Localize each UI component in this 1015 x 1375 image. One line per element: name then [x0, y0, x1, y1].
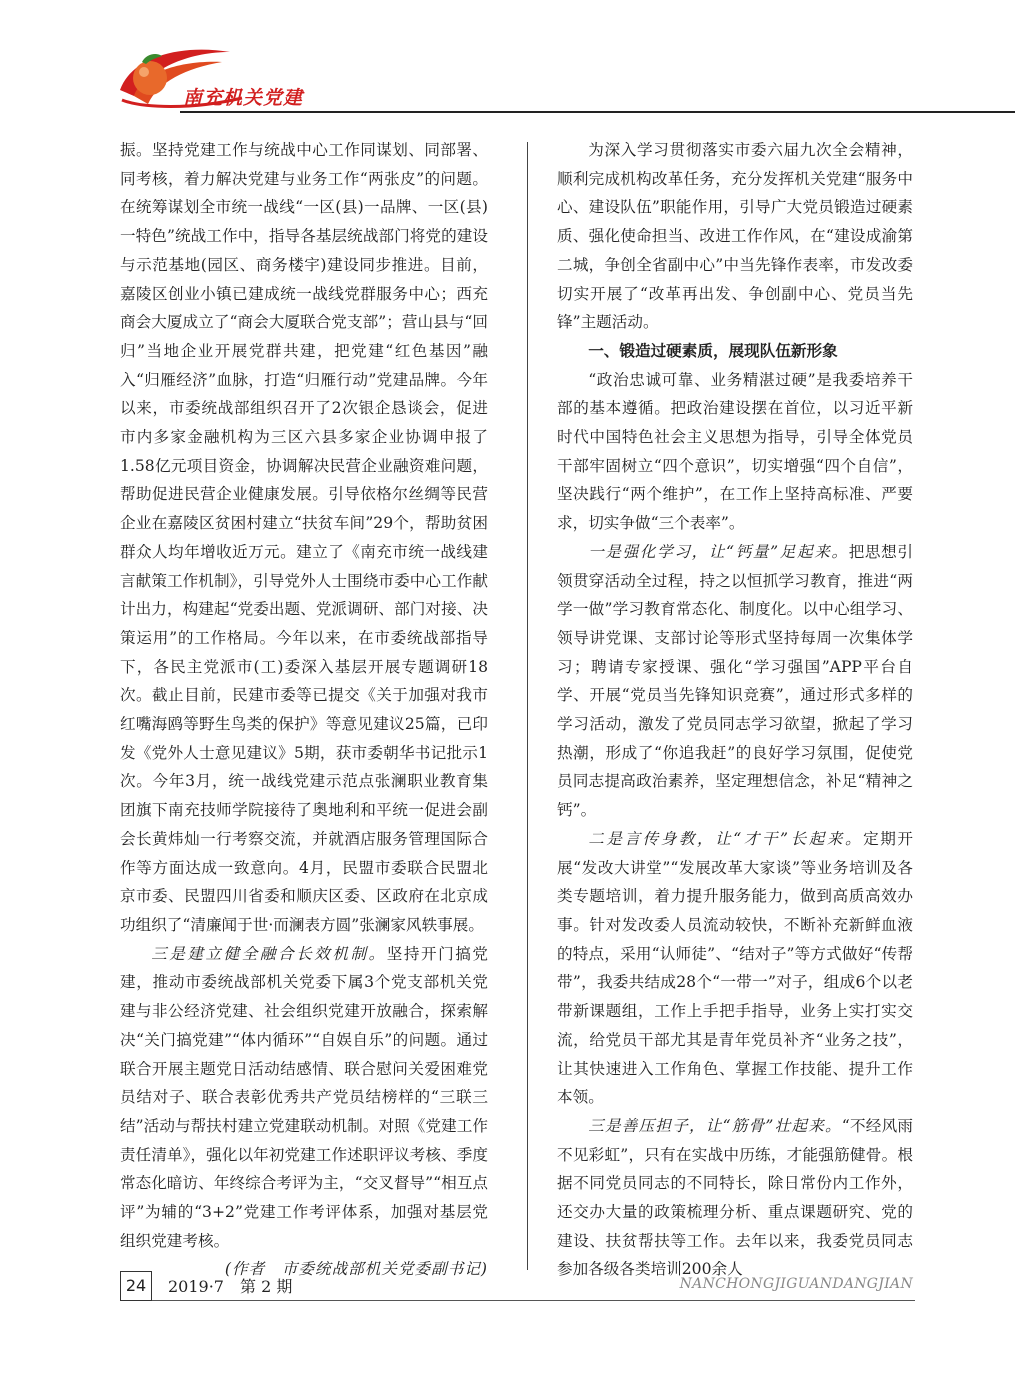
footer-rule	[152, 1300, 915, 1301]
left-paragraph-2	[120, 940, 488, 1256]
right-paragraph-4-body: “不经风雨不见彩虹”，只有在实战中历练，才能强筋健骨。根据不同党员同志的不同特长，除日常份内工作外，还交办大量的政策梳理分析、重点课题研究、党的建设、扶贫帮扶等工作。去年以来，我委党员同志参加各级各类培训200余人	[557, 1116, 913, 1279]
left-paragraph-2-body: 坚持开门搞党建，推动市委统战部机关党委下属3个党支部机关党建与非公经济党建、社会组织党建开放融合，探索解决“关门搞党建”“体内循环”“自娱自乐”的问题。通过联合开展主题党日活动结感情、联合慰问关爱困难党员结对子、联合表彰优秀共产党员结榜样的“三联三结”活动与帮扶村建立党建联动机制。对照《党建工作责任清单》，强化以年初党建工作述职评议考核、季度常态化暗访、年终综合考评为主，“交叉督导”“相互点评”为辅的“3+2”党建工作考评体系，加强对基层党组织党建考核。	[120, 944, 488, 1250]
page-number: 24	[120, 1271, 152, 1301]
issue-label: 2019·7 第 2 期	[168, 1277, 293, 1296]
page-header	[0, 0, 1015, 120]
right-paragraph-2	[557, 538, 913, 825]
right-paragraph-3	[557, 825, 913, 1112]
right-paragraph-4-lead: 三是善压担子，让“筋骨”壮起来。	[588, 1116, 842, 1135]
right-paragraph-2-lead: 一是强化学习，让“钙量”足起来。	[588, 542, 849, 561]
column-divider	[527, 142, 528, 1270]
journal-brand-title: 南充机关党建	[183, 87, 304, 109]
journal-latin-name: NANCHONGJIGUANDANGJIAN	[679, 1276, 913, 1292]
left-paragraph-2-lead: 三是建立健全融合长效机制。	[151, 944, 387, 963]
right-paragraph-3-lead: 二是言传身教，让“才干”长起来。	[588, 829, 864, 848]
right-paragraph-3-body: 定期开展“发改大讲堂”“发展改革大家谈”等业务培训及各类专题培训，着力提升服务能力，做到高质高效办事。针对发改委人员流动较快，不断补充新鲜血液的特点，采用“认师徒”、“结对子”等方式做好“传帮带”，我委共结成28个“一带一”对子，组成6个以老带新课题组，工作上手把手指导，业务上实打实交流，给党员干部尤其是青年党员补齐“业务之技”，让其快速进入工作角色、掌握工作技能、提升工作本领。	[557, 829, 913, 1107]
right-column	[557, 136, 913, 1284]
right-intro-paragraph: 为深入学习贯彻落实市委六届九次全会精神，顺利完成机构改革任务，充分发挥机关党建“服务中心、建设队伍”职能作用，引导广大党员锻造过硬素质、强化使命担当、改进工作作风，在“建设成渝第二城，争创全省副中心”中当先锋作表率，市发改委切实开展了“改革再出发、争创副中心、党员当先锋”主题活动。	[557, 141, 913, 332]
page-footer	[0, 1268, 1015, 1308]
section-heading-1: 一、锻造过硬素质，展现队伍新形象	[588, 341, 838, 360]
header-rule	[180, 111, 1015, 113]
author-signature: (作者 市委统战部机关党委副书记)	[224, 1260, 488, 1279]
right-paragraph-4	[557, 1112, 913, 1284]
left-column	[120, 136, 488, 1284]
right-paragraph-1: “政治忠诚可靠、业务精湛过硬”是我委培养干部的基本遵循。把政治建设摆在首位，以习近平新时代中国特色社会主义思想为指导，引导全体党员干部牢固树立“四个意识”，切实增强“四个自信”，坚决践行“两个维护”，在工作上坚持高标准、严要求，切实争做“三个表率”。	[557, 370, 913, 533]
right-paragraph-2-body: 把思想引领贯穿活动全过程，持之以恒抓学习教育，推进“两学一做”学习教育常态化、制度化。以中心组学习、领导讲党课、支部讨论等形式坚持每周一次集体学习；聘请专家授课、强化“学习强国”APP平台自学、开展“党员当先锋知识竞赛”，通过形式多样的学习活动，激发了党员同志学习欲望，掀起了学习热潮，形成了“你追我赶”的良好学习氛围，促使党员同志提高政治素养，坚定理想信念，补足“精神之钙”。	[557, 542, 913, 820]
left-paragraph-1: 振。坚持党建工作与统战中心工作同谋划、同部署、同考核，着力解决党建与业务工作“两张皮”的问题。在统筹谋划全市统一战线“一区(县)一品牌、一区(县)一特色”统战工作中，指导各基层统战部门将党的建设与示范基地(园区、商务楼宇)建设同步推进。目前，嘉陵区创业小镇已建成统一战线党群服务中心；西充商会大厦成立了“商会大厦联合党支部”；营山县与“回归”当地企业开展党群共建，把党建“红色基因”融入“归雁经济”血脉，打造“归雁行动”党建品牌。今年以来，市委统战部组织召开了2次银企恳谈会，促进市内多家金融机构为三区六县多家企业协调申报了1.58亿元项目资金，协调解决民营企业融资难问题，帮助促进民营企业健康发展。引导依格尔丝绸等民营企业在嘉陵区贫困村建立“扶贫车间”29个，帮助贫困群众人均年增收近万元。建立了《南充市统一战线建言献策工作机制》，引导党外人士围绕市委中心工作献计出力，构建起“党委出题、党派调研、部门对接、决策运用”的工作格局。今年以来，在市委统战部指导下，各民主党派市(工)委深入基层开展专题调研18次。截止目前，民建市委等已提交《关于加强对我市红嘴海鸥等野生鸟类的保护》等意见建议25篇，已印发《党外人士意见建议》5期，获市委朝华书记批示1次。今年3月，统一战线党建示范点张澜职业教育集团旗下南充技师学院接待了奥地利和平统一促进会副会长黄炜灿一行考察交流，并就酒店服务管理国际合作等方面达成一致意向。4月，民盟市委联合民盟北京市委、民盟四川省委和顺庆区委、区政府在北京成功组织了“清廉闻于世·而澜表方圆”张澜家风轶事展。	[120, 141, 488, 934]
